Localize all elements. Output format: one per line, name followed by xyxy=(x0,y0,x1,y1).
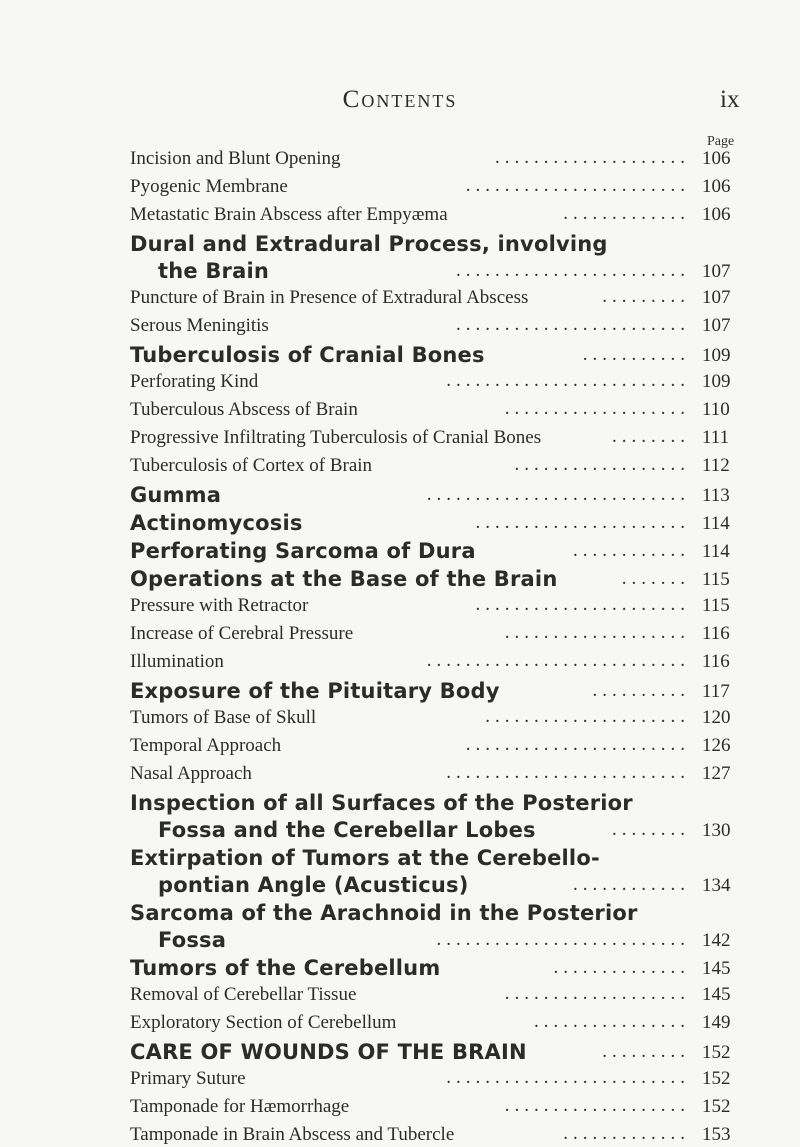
dot-leader: ................ xyxy=(534,1011,690,1032)
dot-leader: ....... xyxy=(621,568,690,589)
page-header xyxy=(0,86,800,126)
dot-leader: ......................... xyxy=(446,762,690,783)
toc-entry-title: Perforating Sarcoma of Dura xyxy=(130,539,476,563)
toc-entry-page: 149 xyxy=(702,1012,731,1033)
dot-leader: ......... xyxy=(602,286,690,307)
toc-entry-title: Primary Suture xyxy=(130,1068,246,1089)
dot-leader: ................... xyxy=(504,398,690,419)
toc-entry-title: Progressive Infiltrating Tuberculosis of Cranial Bones xyxy=(130,427,542,448)
toc-entry-title: Illumination xyxy=(130,651,224,672)
dot-leader: ......................... xyxy=(446,1067,690,1088)
dot-leader: ............ xyxy=(573,540,690,561)
toc-entry-title: Actinomycosis xyxy=(130,511,303,535)
toc-entry-title: Incision and Blunt Opening xyxy=(130,148,341,169)
toc-entry-page: 153 xyxy=(702,1124,731,1145)
toc-entry-title: Sarcoma of the Arachnoid in the Posterior xyxy=(130,901,638,925)
toc-entry-title-continuation: Fossa xyxy=(158,928,227,952)
toc-entry-title: Perforating Kind xyxy=(130,371,259,392)
toc-entry-page: 107 xyxy=(702,315,731,336)
toc-entry-title-continuation: pontian Angle (Acusticus) xyxy=(158,873,469,897)
toc-entry-page: 152 xyxy=(702,1042,731,1063)
toc-entry-title: Nasal Approach xyxy=(130,763,252,784)
toc-entry-title: CARE OF WOUNDS OF THE BRAIN xyxy=(130,1040,527,1064)
dot-leader: ....................... xyxy=(465,175,690,196)
toc-entry-page: 120 xyxy=(702,707,731,728)
toc-entry-title: Pyogenic Membrane xyxy=(130,176,288,197)
toc-entry-page: 116 xyxy=(702,623,730,644)
toc-entry-page: 107 xyxy=(702,287,731,308)
toc-entry-title: Temporal Approach xyxy=(130,735,282,756)
dot-leader: .................. xyxy=(514,454,690,475)
toc-entry-page: 114 xyxy=(702,541,730,562)
toc-entry-title: Tuberculous Abscess of Brain xyxy=(130,399,358,420)
toc-entry-page: 113 xyxy=(702,485,730,506)
dot-leader: .............. xyxy=(553,957,690,978)
toc-entry-title: Tuberculosis of Cranial Bones xyxy=(130,343,485,367)
toc-entry-page: 114 xyxy=(702,513,730,534)
dot-leader: ........................... xyxy=(426,484,690,505)
toc-entry-page: 106 xyxy=(702,204,731,225)
toc-entry-page: 115 xyxy=(702,569,730,590)
dot-leader: ................... xyxy=(504,622,690,643)
dot-leader: .......... xyxy=(592,680,690,701)
toc-entry-page: 107 xyxy=(702,261,731,282)
toc-entry-title: Dural and Extradural Process, involving xyxy=(130,232,608,256)
toc-entry-title: Removal of Cerebellar Tissue xyxy=(130,984,357,1005)
toc-entry-page: 115 xyxy=(702,595,730,616)
toc-entry-page: 106 xyxy=(702,148,731,169)
toc-entry-title: Tumors of Base of Skull xyxy=(130,707,317,728)
toc-entry-title: Operations at the Base of the Brain xyxy=(130,567,558,591)
dot-leader: ....................... xyxy=(465,734,690,755)
toc-entry-page: 134 xyxy=(702,875,731,896)
running-head-page-number: ix xyxy=(720,86,740,113)
toc-entry-title: Puncture of Brain in Presence of Extradural Abscess xyxy=(130,287,529,308)
toc-entry-page: 130 xyxy=(702,820,731,841)
toc-entry-title: Serous Meningitis xyxy=(130,315,269,336)
dot-leader: ..................... xyxy=(485,706,690,727)
dot-leader: ............ xyxy=(573,874,690,895)
toc-entry-title: Exploratory Section of Cerebellum xyxy=(130,1012,397,1033)
toc-entry-page: 109 xyxy=(702,371,731,392)
toc-entry-page: 111 xyxy=(702,427,730,448)
toc-entry-page: 142 xyxy=(702,930,731,951)
toc-entry-title: Exposure of the Pituitary Body xyxy=(130,679,500,703)
toc-entry-page: 126 xyxy=(702,735,731,756)
toc-entry-page: 112 xyxy=(702,455,730,476)
toc-entry-title: Tamponade in Brain Abscess and Tubercle xyxy=(130,1124,455,1145)
dot-leader: ...................... xyxy=(475,594,690,615)
toc-entry-title: Gumma xyxy=(130,483,222,507)
toc-entry-page: 117 xyxy=(702,681,730,702)
toc-entry-page: 152 xyxy=(702,1068,731,1089)
toc-entry-title-continuation: the Brain xyxy=(158,259,270,283)
toc-entry-page: 110 xyxy=(702,399,730,420)
toc-entry-page: 109 xyxy=(702,345,731,366)
toc-entry-title: Extirpation of Tumors at the Cerebello- xyxy=(130,846,600,870)
dot-leader: ........ xyxy=(612,819,690,840)
dot-leader: ........................... xyxy=(426,650,690,671)
toc-entry-title-continuation: Fossa and the Cerebellar Lobes xyxy=(158,818,536,842)
toc-entry-title: Metastatic Brain Abscess after Empyæma xyxy=(130,204,448,225)
dot-leader: ........... xyxy=(582,344,690,365)
toc-entry-page: 116 xyxy=(702,651,730,672)
dot-leader: ........ xyxy=(612,426,690,447)
dot-leader: ........................ xyxy=(456,260,690,281)
toc-entry-title: Tuberculosis of Cortex of Brain xyxy=(130,455,373,476)
dot-leader: ........................ xyxy=(456,314,690,335)
dot-leader: ............. xyxy=(563,203,690,224)
toc-entry-title: Tumors of the Cerebellum xyxy=(130,956,441,980)
dot-leader: .................... xyxy=(495,147,690,168)
dot-leader: ......... xyxy=(602,1041,690,1062)
dot-leader: .......................... xyxy=(436,929,690,950)
running-head-title: Contents xyxy=(342,86,458,113)
dot-leader: ................... xyxy=(504,1095,690,1116)
toc-entry-page: 127 xyxy=(702,763,731,784)
dot-leader: ......................... xyxy=(446,370,690,391)
dot-leader: ............. xyxy=(563,1123,690,1144)
page-column-label: Page xyxy=(707,134,735,149)
toc-entry-page: 106 xyxy=(702,176,731,197)
toc-entry-title: Inspection of all Surfaces of the Posterior xyxy=(130,791,633,815)
toc-entry-title: Tamponade for Hæmorrhage xyxy=(130,1096,350,1117)
toc-entry-page: 152 xyxy=(702,1096,731,1117)
dot-leader: ................... xyxy=(504,983,690,1004)
toc-entry-page: 145 xyxy=(702,958,731,979)
dot-leader: ...................... xyxy=(475,512,690,533)
toc-entry-title: Pressure with Retractor xyxy=(130,595,309,616)
toc-entry-page: 145 xyxy=(702,984,731,1005)
toc-entry-title: Increase of Cerebral Pressure xyxy=(130,623,354,644)
